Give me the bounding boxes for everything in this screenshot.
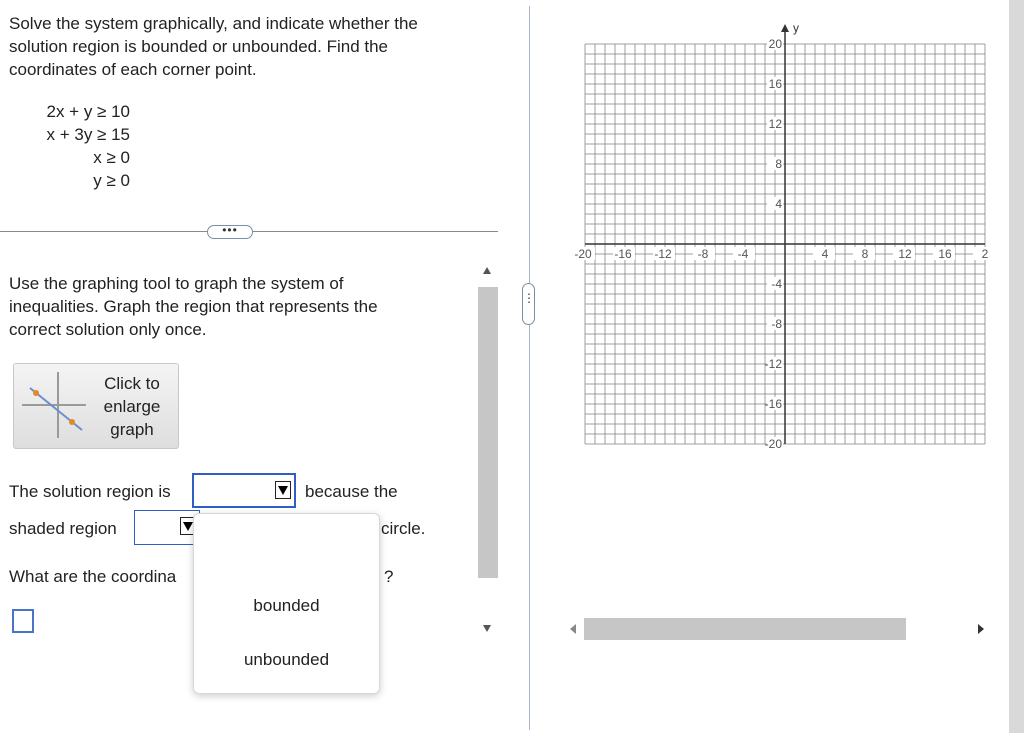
x-tick-label: 16: [938, 247, 952, 261]
option-bounded[interactable]: bounded: [253, 596, 320, 615]
coordinate-graph[interactable]: [574, 14, 1000, 454]
y-tick-label: -4: [771, 277, 782, 291]
x-tick-label: -8: [697, 247, 709, 261]
dropdown-popup: [193, 513, 380, 694]
y-tick-label: 8: [775, 157, 782, 171]
splitter-handle[interactable]: ⋮: [522, 283, 535, 325]
x-tick-label: -20: [574, 247, 592, 261]
window-right-scrollbar[interactable]: [1009, 0, 1024, 733]
scroll-right-arrow-icon[interactable]: [978, 624, 984, 634]
x-tick-label: -16: [614, 247, 632, 261]
question-text: Solve the system graphically, and indicate whether the solution region is bounded or unbounded. Find the coordinates of each corner point.: [9, 14, 418, 79]
inequality-1: 2x + y ≥ 10: [46, 102, 130, 121]
y-tick-label: -20: [764, 437, 782, 451]
expand-more-button[interactable]: •••: [207, 225, 253, 239]
y-tick-label: -8: [771, 317, 782, 331]
enlarge-graph-button[interactable]: [13, 363, 179, 449]
y-tick-label: 20: [768, 37, 782, 51]
answer-line1-prefix: The solution region is: [9, 482, 171, 501]
y-axis-label: y: [793, 21, 799, 35]
answer-line1-suffix: because the: [305, 482, 398, 501]
y-tick-label: -16: [764, 397, 782, 411]
x-tick-label: -4: [737, 247, 749, 261]
x-tick-label: 2: [981, 247, 989, 261]
horizontal-scrollbar-thumb[interactable]: [584, 618, 906, 640]
scroll-left-arrow-icon[interactable]: [570, 624, 576, 634]
y-tick-label: -12: [764, 357, 782, 371]
answer-line2-suffix: circle.: [381, 519, 426, 538]
instructions-text: Use the graphing tool to graph the system of inequalities. Graph the region that represents the correct solution only once.: [9, 274, 378, 339]
inequality-list: [30, 100, 130, 192]
scroll-down-arrow-icon[interactable]: [483, 625, 491, 632]
y-tick-label: 16: [768, 77, 782, 91]
y-tick-label: 12: [768, 117, 782, 131]
x-tick-label: 4: [821, 247, 829, 261]
answer-line3-suffix: ?: [384, 567, 394, 586]
x-tick-label: 8: [861, 247, 869, 261]
inequality-2: x + 3y ≥ 15: [46, 125, 130, 144]
answer-line2-prefix: shaded region: [9, 519, 117, 538]
corner-points-answer-box[interactable]: [12, 609, 34, 633]
option-unbounded[interactable]: unbounded: [243, 650, 330, 669]
graph-thumbnail-icon: [22, 372, 86, 438]
answer-line3-prefix: What are the coordina: [9, 567, 177, 586]
region-fit-dropdown[interactable]: [134, 510, 200, 545]
y-axis-arrow-icon: [781, 24, 789, 32]
x-tick-label: -12: [654, 247, 672, 261]
inequality-3: x ≥ 0: [93, 148, 130, 167]
enlarge-graph-label: Click to enlarge graph: [103, 374, 161, 439]
y-tick-label: 4: [775, 197, 782, 211]
dropdown-arrow-icon[interactable]: [275, 481, 291, 499]
vertical-scrollbar-thumb[interactable]: [478, 287, 498, 578]
region-type-dropdown[interactable]: [192, 473, 296, 508]
panel-splitter[interactable]: [529, 6, 530, 730]
inequality-4: y ≥ 0: [93, 171, 130, 190]
x-tick-label: 12: [898, 247, 912, 261]
scroll-up-arrow-icon[interactable]: [483, 267, 491, 274]
